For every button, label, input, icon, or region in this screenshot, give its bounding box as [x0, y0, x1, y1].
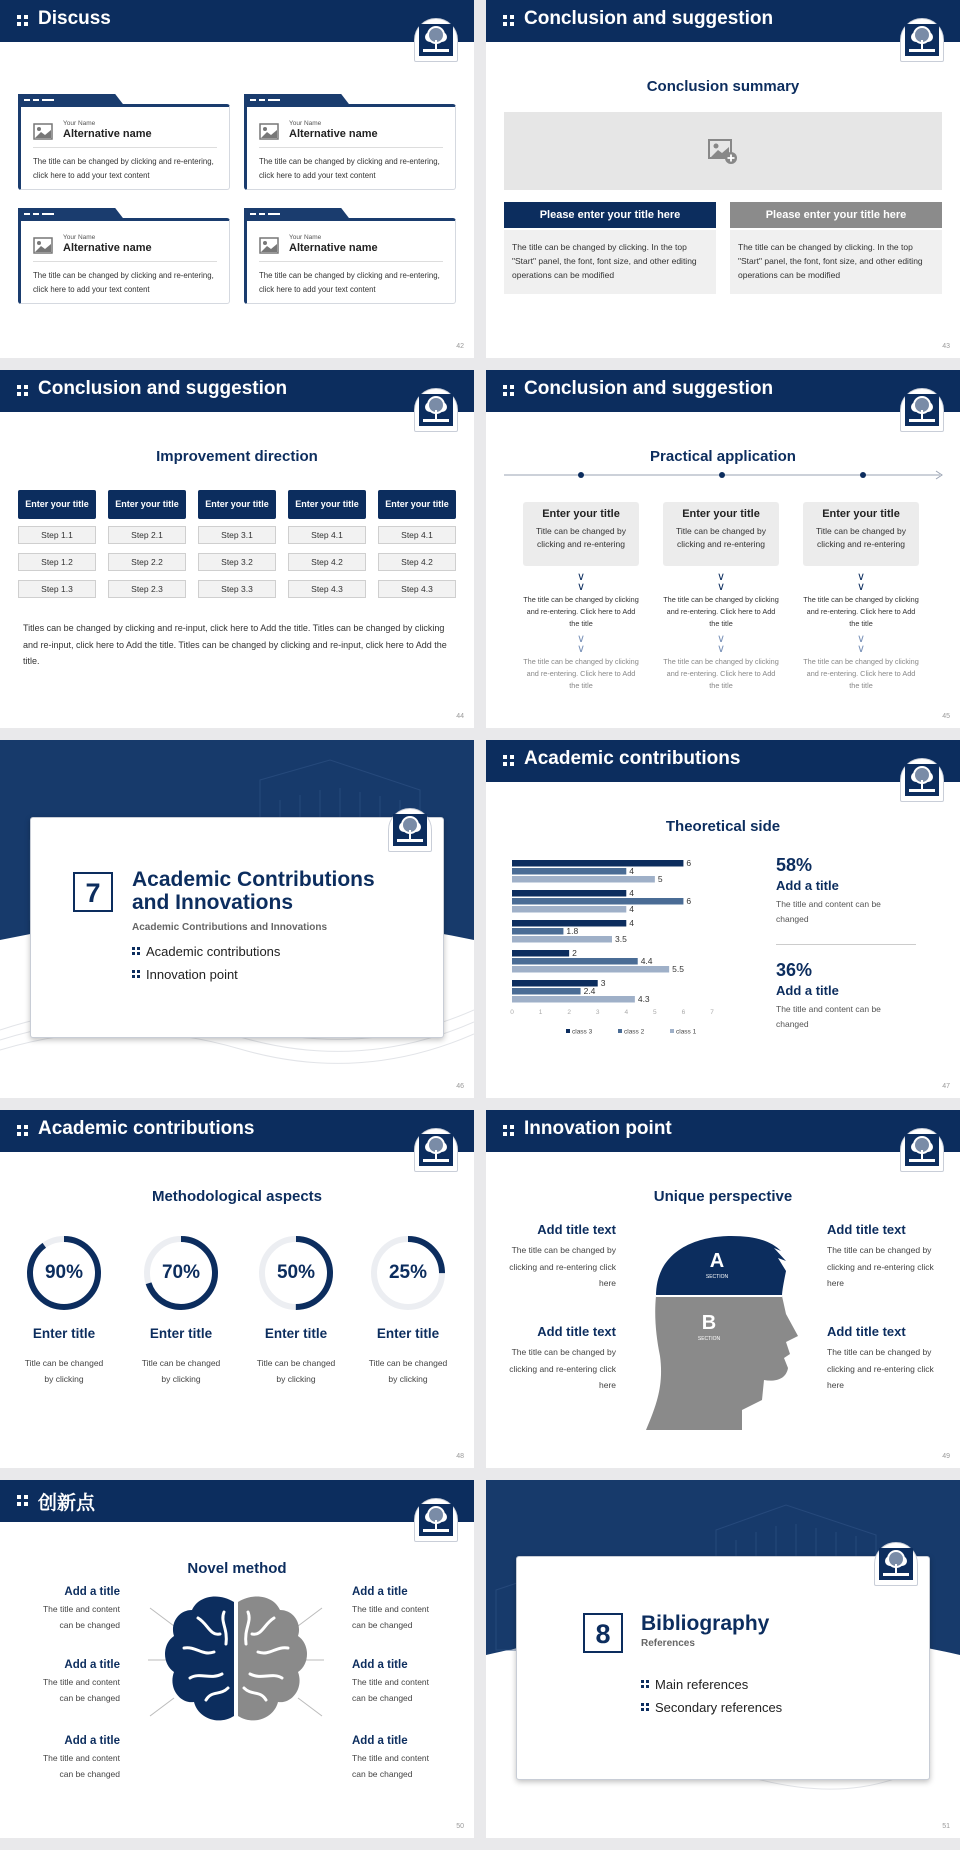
ring-percent: 70% — [161, 1262, 201, 1283]
application-column[interactable]: Enter your title Title can be changed by clicking and re-entering ∨ ∨ The title can be changed by clicking and re-entering. Click here to Add the title ∨ ∨ The title can be changed by clicking and re-entering. Click here to Add the title — [663, 502, 779, 692]
bar-value-label: 4.3 — [637, 994, 650, 1004]
bar-value-label: 2.4 — [583, 986, 596, 996]
method-item: Add a title The title and content can be changed — [352, 1659, 430, 1703]
page-number: 44 — [456, 713, 464, 720]
bar — [512, 890, 626, 897]
application-column[interactable]: Enter your title Title can be changed by clicking and re-entering ∨ ∨ The title can be changed by clicking and re-entering. Click here to Add the title ∨ ∨ The title can be changed by clicking and re-entering. Click here to Add the title — [803, 502, 919, 692]
university-logo — [414, 388, 458, 432]
tick-label: 1 — [538, 1009, 543, 1016]
bar-value-label: 3 — [600, 978, 606, 988]
ring-text: Title can be changed by clicking — [368, 1358, 448, 1384]
image-placeholder[interactable] — [504, 112, 942, 190]
bar-value-label: 4 — [629, 918, 635, 928]
chevron-down-icon: ∨ ∨ — [856, 571, 866, 593]
tree-logo-icon — [905, 394, 939, 426]
slide-header — [0, 1480, 474, 1522]
dots-icon — [132, 947, 141, 956]
column-title[interactable]: Enter your title — [378, 490, 456, 519]
university-logo — [900, 388, 944, 432]
step-box[interactable]: Step 2.2 — [108, 553, 186, 571]
tree-logo-icon — [905, 24, 939, 56]
dots-icon — [17, 385, 29, 397]
slide-header — [486, 370, 960, 412]
toc-item[interactable]: Innovation point — [132, 967, 238, 982]
slide-title: Discuss — [38, 8, 111, 29]
page-number: 51 — [942, 1823, 950, 1830]
step-box[interactable]: Step 1.3 — [18, 580, 96, 598]
section-number: 8 — [583, 1613, 623, 1653]
text-box-left: The title can be changed by clicking. In the top "Start" panel, the font, font size, and other editing operations can be modified — [504, 230, 716, 294]
profile-card[interactable]: Your Name Alternative name The title can be changed by clicking and re-entering, click here to add your text content — [244, 208, 456, 304]
method-item: Add a title The title and content can be changed — [42, 1586, 120, 1630]
step-box[interactable]: Step 2.3 — [108, 580, 186, 598]
step-box[interactable]: Step 4.1 — [288, 526, 366, 544]
slide-improvement-direction[interactable] — [0, 370, 474, 728]
ring-text: Title can be changed by clicking — [256, 1358, 336, 1384]
slide-header — [0, 1110, 474, 1152]
timeline-arrow — [504, 470, 946, 480]
step-box[interactable]: Step 4.2 — [378, 553, 456, 571]
slide-header — [486, 0, 960, 42]
bar-value-label: 1.8 — [566, 926, 579, 936]
dots-icon — [17, 15, 29, 27]
section-number: 7 — [73, 872, 113, 912]
university-logo — [388, 808, 432, 852]
bar — [512, 936, 612, 943]
method-item: Add a title The title and content can be changed — [42, 1659, 120, 1703]
bar — [512, 876, 655, 883]
tree-logo-icon — [419, 1134, 453, 1166]
slide-header — [0, 0, 474, 42]
university-logo — [900, 758, 944, 802]
progress-ring — [141, 1233, 221, 1313]
section-subtitle: Conclusion summary — [646, 78, 800, 95]
tree-logo-icon — [905, 764, 939, 796]
image-placeholder-icon — [33, 123, 53, 140]
perspective-item: Add title text The title can be changed by clicking and re-entering click here — [827, 1324, 934, 1390]
step-box[interactable]: Step 3.2 — [198, 553, 276, 571]
legend-swatch — [618, 1029, 622, 1033]
page-number: 49 — [942, 1453, 950, 1460]
progress-ring — [24, 1233, 104, 1313]
dots-icon — [641, 1680, 650, 1689]
ring-title: Enter title — [32, 1326, 96, 1341]
tick-label: 4 — [624, 1009, 629, 1016]
tick-label: 7 — [710, 1009, 714, 1016]
divider — [776, 944, 916, 945]
page-number: 47 — [942, 1083, 950, 1090]
section-subtitle: Improvement direction — [156, 448, 318, 465]
tree-logo-icon — [879, 1548, 913, 1580]
ring-percent: 25% — [388, 1262, 428, 1283]
column-title[interactable]: Enter your title — [288, 490, 366, 519]
bar — [512, 996, 635, 1003]
bar-value-label: 3.5 — [615, 934, 627, 944]
dots-icon — [503, 755, 515, 767]
image-placeholder-icon — [33, 237, 53, 254]
bar-value-label: 4.4 — [640, 956, 653, 966]
bar — [512, 966, 669, 973]
page-number: 43 — [942, 343, 950, 350]
bar — [512, 988, 581, 995]
slide-section-8-cover[interactable] — [486, 1480, 960, 1838]
step-box[interactable]: Step 4.3 — [288, 580, 366, 598]
step-box[interactable]: Step 3.1 — [198, 526, 276, 544]
column-title[interactable]: Enter your title — [198, 490, 276, 519]
slide-section-7-cover[interactable] — [0, 740, 474, 1098]
tick-label: 0 — [510, 1009, 514, 1016]
chevron-down-icon: ∨ ∨ — [576, 571, 586, 593]
toc-item[interactable]: Main references — [641, 1677, 748, 1692]
university-logo — [900, 18, 944, 62]
university-logo — [414, 1498, 458, 1542]
bar-value-label: 4 — [629, 904, 635, 914]
bar — [512, 898, 683, 905]
step-box[interactable]: Step 4.3 — [378, 580, 456, 598]
ring-title: Enter title — [264, 1326, 328, 1341]
section-subtitle: Novel method — [187, 1560, 287, 1577]
page-number: 46 — [456, 1083, 464, 1090]
section-subtitle: References — [641, 1638, 695, 1649]
tree-logo-icon — [419, 24, 453, 56]
slide-header — [486, 1110, 960, 1152]
tick-label: 5 — [653, 1009, 657, 1016]
step-box[interactable]: Step 1.2 — [18, 553, 96, 571]
slide-header — [486, 740, 960, 782]
bar-value-label: 6 — [686, 896, 692, 906]
method-item: Add a title The title and content can be changed — [352, 1586, 430, 1630]
slide-unique-perspective[interactable]: Innovation point Unique perspective Add title text The title can be changed by clicking and re-entering click here Add title text The title can be changed by clicking and re-entering click here Add title text The title can be changed by clicking and re-entering click here Add title text The title can be changed by clicking and re-entering click here A SECTION B SECTION 49 — [486, 1110, 960, 1468]
tree-logo-icon — [419, 1504, 453, 1536]
profile-card[interactable]: Your Name Alternative name The title can be changed by clicking and re-entering, click here to add your text content — [18, 208, 230, 304]
chevron-down-icon: ∨ ∨ — [856, 633, 866, 655]
ring-title: Enter title — [149, 1326, 213, 1341]
ring-title: Enter title — [376, 1326, 440, 1341]
section-subtitle: Practical application — [650, 448, 796, 465]
progress-ring — [368, 1233, 448, 1313]
slide-title: Academic contributions — [38, 1118, 255, 1139]
bar — [512, 906, 626, 913]
ring-text: Title can be changed by clicking — [24, 1358, 104, 1384]
bar-value-label: 2 — [572, 948, 577, 958]
legend-label: class 1 — [676, 1028, 697, 1036]
slide-novel-method[interactable] — [0, 1480, 474, 1838]
image-placeholder-icon — [259, 237, 279, 254]
tick-label: 2 — [567, 1009, 571, 1016]
chevron-down-icon: ∨ ∨ — [716, 633, 726, 655]
section-letter-a: A — [709, 1250, 725, 1272]
step-box[interactable]: Step 2.1 — [108, 526, 186, 544]
tree-logo-icon — [905, 1134, 939, 1166]
stat-block: 36% Add a title The title and content can be changed — [776, 960, 881, 1029]
stat-block: 58% Add a title The title and content can be changed — [776, 855, 881, 924]
slide-title: Innovation point — [524, 1118, 672, 1139]
bar — [512, 868, 626, 875]
page-number: 48 — [456, 1453, 464, 1460]
page-number: 50 — [456, 1823, 464, 1830]
page-number: 42 — [456, 343, 464, 350]
tree-logo-icon — [393, 814, 427, 846]
dots-icon — [503, 385, 515, 397]
method-item: Add a title The title and content can be changed — [42, 1735, 120, 1779]
bar-value-label: 4 — [629, 888, 635, 898]
chevron-down-icon: ∨ ∨ — [716, 571, 726, 593]
slide-methodological-aspects[interactable] — [0, 1110, 474, 1468]
slide-discuss[interactable] — [0, 0, 474, 358]
step-box[interactable]: Step 4.2 — [288, 553, 366, 571]
application-column[interactable]: Enter your title Title can be changed by clicking and re-entering ∨ ∨ The title can be changed by clicking and re-entering. Click here to Add the title ∨ ∨ The title can be changed by clicking and re-entering. Click here to Add the title — [523, 502, 639, 692]
bar — [512, 958, 638, 965]
legend-swatch — [670, 1029, 674, 1033]
method-item: Add a title The title and content can be changed — [352, 1735, 430, 1779]
chevron-down-icon: ∨ ∨ — [576, 633, 586, 655]
profile-card[interactable]: Your Name Alternative name The title can be changed by clicking and re-entering, click here to add your text content — [244, 94, 456, 190]
bar — [512, 950, 569, 957]
slide-practical-application[interactable] — [486, 370, 960, 728]
column-title[interactable]: Enter your title — [108, 490, 186, 519]
text-box-right: The title can be changed by clicking. In the top "Start" panel, the font, font size, and other editing operations can be modified — [730, 230, 942, 294]
dots-icon — [503, 1125, 515, 1137]
title-box-left[interactable]: Please enter your title here — [504, 202, 716, 228]
section-subtitle: Unique perspective — [653, 1188, 793, 1205]
section-title: Academic Contributions and Innovations — [132, 868, 375, 914]
bar — [512, 928, 563, 935]
bar — [512, 860, 683, 867]
bar-chart — [498, 846, 748, 1036]
university-logo — [900, 1128, 944, 1172]
slide-conclusion-summary[interactable] — [486, 0, 960, 358]
toc-item[interactable]: Secondary references — [641, 1700, 782, 1715]
slide-title: Conclusion and suggestion — [38, 378, 288, 399]
slide-theoretical-side[interactable] — [486, 740, 960, 1098]
dots-icon — [641, 1703, 650, 1712]
brain-icon — [148, 1588, 324, 1738]
slide-title: Academic contributions — [524, 748, 741, 769]
title-box-right[interactable]: Please enter your title here — [730, 202, 942, 228]
section-title: Bibliography — [641, 1612, 770, 1635]
ring-text: Title can be changed by clicking — [141, 1358, 221, 1384]
legend-label: class 2 — [624, 1028, 645, 1036]
perspective-item: Add title text The title can be changed by clicking and re-entering click here — [509, 1222, 616, 1288]
section-subtitle: Methodological aspects — [151, 1188, 323, 1205]
ring-percent: 50% — [276, 1262, 316, 1283]
bar-value-label: 4 — [629, 866, 635, 876]
section-letter-b: B — [701, 1312, 717, 1334]
legend-label: class 3 — [572, 1028, 593, 1036]
column-title[interactable]: Enter your title — [18, 490, 96, 519]
tree-logo-icon — [419, 394, 453, 426]
perspective-item: Add title text The title can be changed by clicking and re-entering click here — [509, 1324, 616, 1390]
university-logo — [414, 1128, 458, 1172]
profile-card[interactable]: Your Name Alternative name The title can be changed by clicking and re-entering, click here to add your text content — [18, 94, 230, 190]
step-box[interactable]: Step 3.3 — [198, 580, 276, 598]
body-paragraph: Titles can be changed by clicking and re-input, click here to Add the title. Titles can be changed by clicking and re-input, click here to Add the title. Titles can be changed by clicking and re-input, click here to Add the title. — [23, 623, 447, 666]
page-number: 45 — [942, 713, 950, 720]
dots-icon — [17, 1495, 29, 1507]
slide-title: 创新点 — [38, 1493, 96, 1514]
dots-icon — [132, 970, 141, 979]
legend-swatch — [566, 1029, 570, 1033]
step-box[interactable]: Step 4.1 — [378, 526, 456, 544]
progress-ring — [256, 1233, 336, 1313]
cover-card — [516, 1556, 930, 1780]
toc-item[interactable]: Academic contributions — [132, 944, 280, 959]
tick-label: 3 — [595, 1009, 600, 1016]
tick-label: 6 — [681, 1009, 686, 1016]
section-subtitle: Academic Contributions and Innovations — [132, 922, 328, 933]
slide-title: Conclusion and suggestion — [524, 378, 774, 399]
perspective-item: Add title text The title can be changed by clicking and re-entering click here — [827, 1222, 934, 1288]
add-image-icon — [708, 137, 738, 165]
slide-header — [0, 370, 474, 412]
university-logo — [414, 18, 458, 62]
image-placeholder-icon — [259, 123, 279, 140]
bar-value-label: 6 — [686, 858, 692, 868]
bar-value-label: 5.5 — [672, 964, 684, 974]
bar-value-label: 5 — [657, 874, 663, 884]
step-box[interactable]: Step 1.1 — [18, 526, 96, 544]
university-logo — [874, 1542, 918, 1586]
section-subtitle: Theoretical side — [665, 818, 781, 835]
ring-percent: 90% — [44, 1262, 84, 1283]
slide-title: Conclusion and suggestion — [524, 8, 774, 29]
dots-icon — [503, 15, 515, 27]
dots-icon — [17, 1125, 29, 1137]
